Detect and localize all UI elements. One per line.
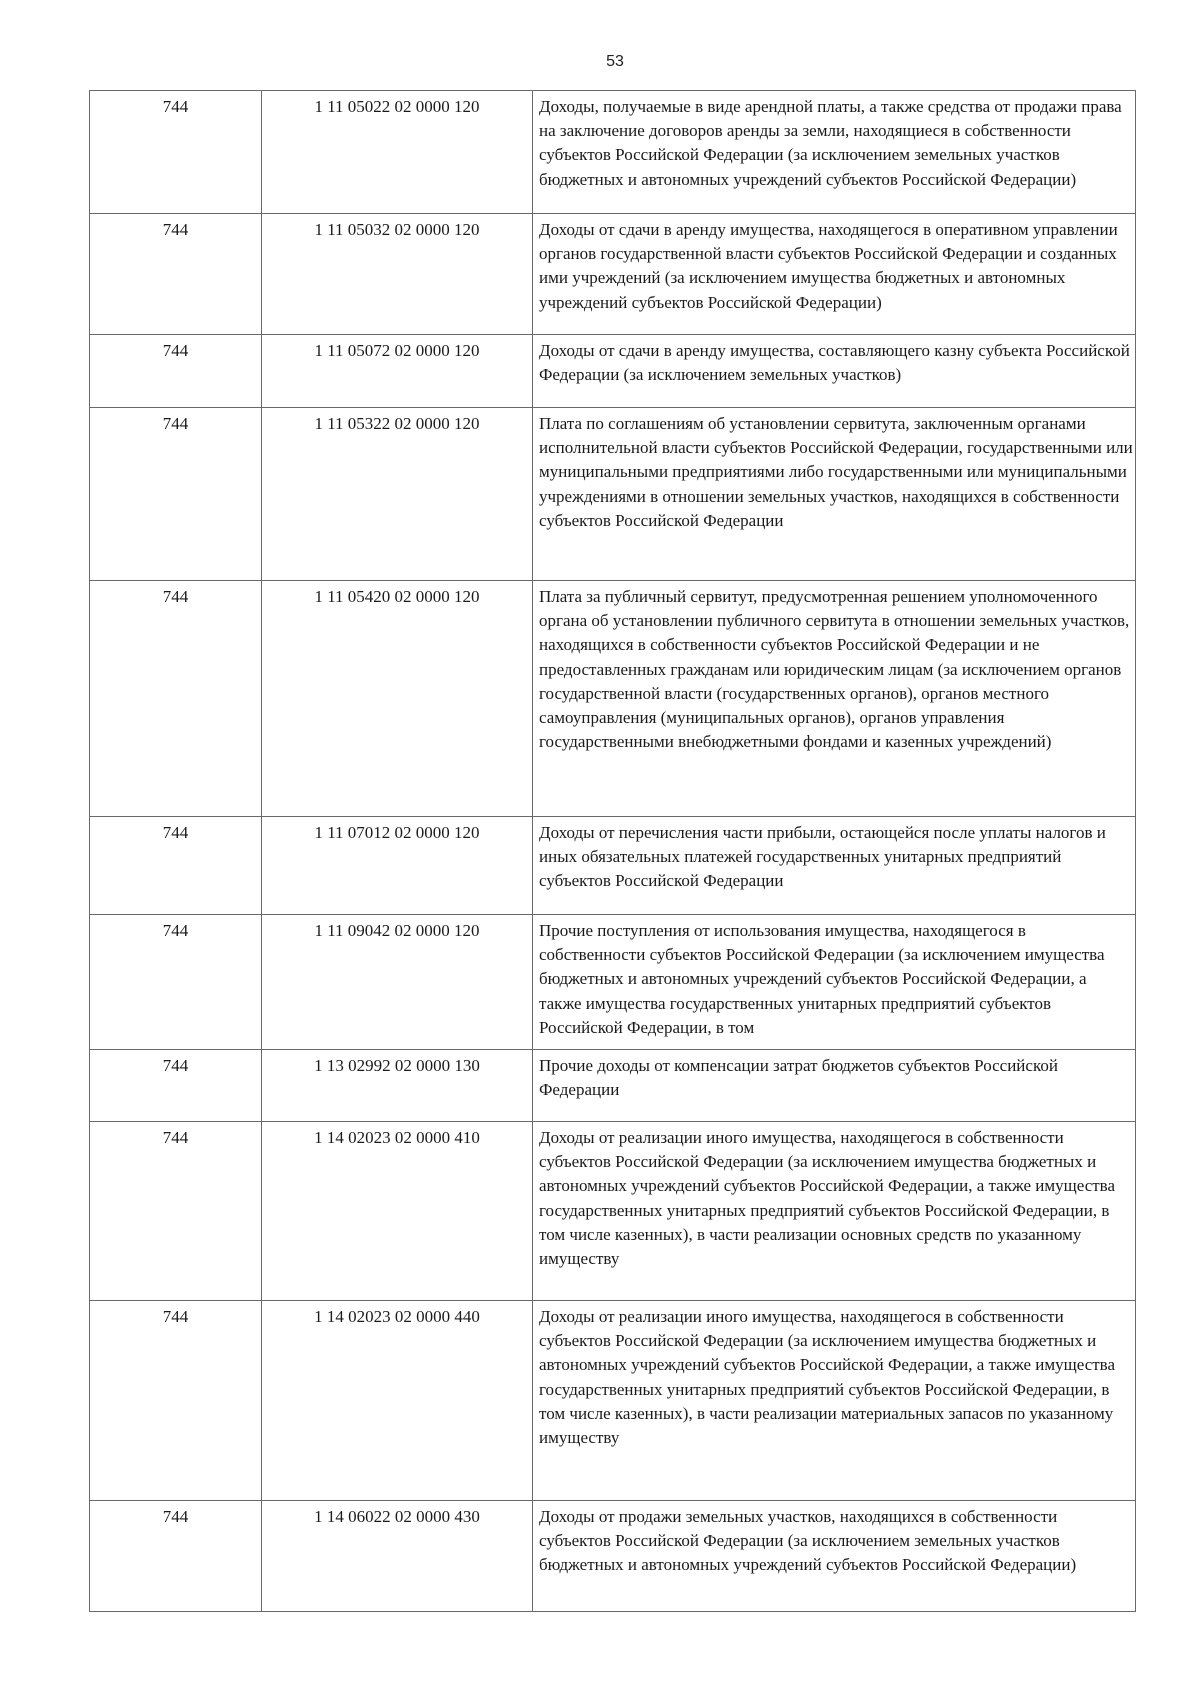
description-cell <box>533 91 1136 214</box>
description-text: Доходы от сдачи в аренду имущества, находящегося в оперативном управлении органов государственной власти субъектов Российской Федерации и созданных ими учреждений (за исключением имущества бюджетных и автономных учреждений субъектов Российской Федерации) <box>539 220 1118 312</box>
description-text: Доходы от перечисления части прибыли, остающейся после уплаты налогов и иных обязательных платежей государственных унитарных предприятий субъектов Российской Федерации <box>539 823 1106 891</box>
description-text: Доходы от реализации иного имущества, находящегося в собственности субъектов Российской Федерации (за исключением имущества бюджетных и автономных учреждений субъектов Российской Федерации, а также имущества государственных унитарных предприятий субъектов Российской Федерации, в том числе казенных), в части реализации основных средств по указанному имуществу <box>539 1128 1116 1269</box>
admin-code-cell: 744 <box>90 581 262 817</box>
description-cell <box>533 1301 1136 1501</box>
budget-code-cell: 1 11 05072 02 0000 120 <box>262 335 533 408</box>
admin-code-cell: 744 <box>90 91 262 214</box>
page-number: 53 <box>606 53 624 70</box>
admin-code-cell: 744 <box>90 1301 262 1501</box>
description-cell <box>533 915 1136 1050</box>
table-row <box>90 408 1136 581</box>
description-cell <box>533 335 1136 408</box>
table-row <box>90 817 1136 915</box>
admin-code-cell: 744 <box>90 817 262 915</box>
description-text: Плата по соглашениям об установлении сервитута, заключенным органами исполнительной власти субъектов Российской Федерации, государственными или муниципальными предприятиями либо государственными или муниципальными учреждениями в отношении земельных участков, находящихся в собственности субъектов Российской Федерации <box>539 414 1133 530</box>
description-cell <box>533 214 1136 335</box>
budget-code-cell: 1 14 06022 02 0000 430 <box>262 1501 533 1612</box>
table-row <box>90 1301 1136 1501</box>
table-row <box>90 214 1136 335</box>
budget-code-cell: 1 14 02023 02 0000 440 <box>262 1301 533 1501</box>
admin-code-cell: 744 <box>90 915 262 1050</box>
table-row <box>90 1122 1136 1301</box>
admin-code-cell: 744 <box>90 1122 262 1301</box>
description-text: Доходы от сдачи в аренду имущества, составляющего казну субъекта Российской Федерации (за исключением земельных участков) <box>539 341 1130 385</box>
table-row <box>90 91 1136 214</box>
budget-code-cell: 1 11 09042 02 0000 120 <box>262 915 533 1050</box>
description-cell <box>533 408 1136 581</box>
admin-code-cell: 744 <box>90 408 262 581</box>
description-text: Прочие поступления от использования имущества, находящегося в собственности субъектов Российской Федерации (за исключением имущества бюджетных и автономных учреждений субъектов Российской Федерации, а также имущества государственных унитарных предприятий субъектов Российской Федерации, в том <box>539 921 1105 1037</box>
table-row <box>90 1501 1136 1612</box>
admin-code-cell: 744 <box>90 1050 262 1122</box>
description-text: Доходы, получаемые в виде арендной платы, а также средства от продажи права на заключение договоров аренды за земли, находящиеся в собственности субъектов Российской Федерации (за исключением земельных участков бюджетных и автономных учреждений субъектов Российской Федерации) <box>539 97 1122 189</box>
description-cell <box>533 1050 1136 1122</box>
admin-code-cell: 744 <box>90 214 262 335</box>
table-row <box>90 915 1136 1050</box>
budget-code-cell: 1 11 05322 02 0000 120 <box>262 408 533 581</box>
revenue-codes-table <box>89 90 1136 1612</box>
description-cell <box>533 817 1136 915</box>
description-text: Доходы от продажи земельных участков, находящихся в собственности субъектов Российской Федерации (за исключением земельных участков бюджетных и автономных учреждений субъектов Российской Федерации) <box>539 1507 1077 1575</box>
budget-code-cell: 1 13 02992 02 0000 130 <box>262 1050 533 1122</box>
description-text: Доходы от реализации иного имущества, находящегося в собственности субъектов Российской Федерации (за исключением имущества бюджетных и автономных учреждений субъектов Российской Федерации, а также имущества государственных унитарных предприятий субъектов Российской Федерации, в том числе казенных), в части реализации материальных запасов по указанному имуществу <box>539 1307 1116 1448</box>
table-row <box>90 335 1136 408</box>
description-text: Плата за публичный сервитут, предусмотренная решением уполномоченного органа об установлении публичного сервитута в отношении земельных участков, находящихся в собственности субъектов Российской Федерации и не предоставленных гражданам или юридическим лицам (за исключением органов государственной власти (государственных органов), органов местного самоуправления (муниципальных органов), органов управления государственными внебюджетными фондами и казенных учреждений) <box>539 587 1130 752</box>
budget-code-cell: 1 14 02023 02 0000 410 <box>262 1122 533 1301</box>
admin-code-cell: 744 <box>90 1501 262 1612</box>
table-row <box>90 581 1136 817</box>
description-cell <box>533 1122 1136 1301</box>
budget-code-cell: 1 11 05022 02 0000 120 <box>262 91 533 214</box>
budget-code-cell: 1 11 05420 02 0000 120 <box>262 581 533 817</box>
table-row <box>90 1050 1136 1122</box>
budget-code-cell: 1 11 07012 02 0000 120 <box>262 817 533 915</box>
budget-code-cell: 1 11 05032 02 0000 120 <box>262 214 533 335</box>
description-cell <box>533 1501 1136 1612</box>
description-text: Прочие доходы от компенсации затрат бюджетов субъектов Российской Федерации <box>539 1056 1058 1100</box>
admin-code-cell: 744 <box>90 335 262 408</box>
description-cell <box>533 581 1136 817</box>
